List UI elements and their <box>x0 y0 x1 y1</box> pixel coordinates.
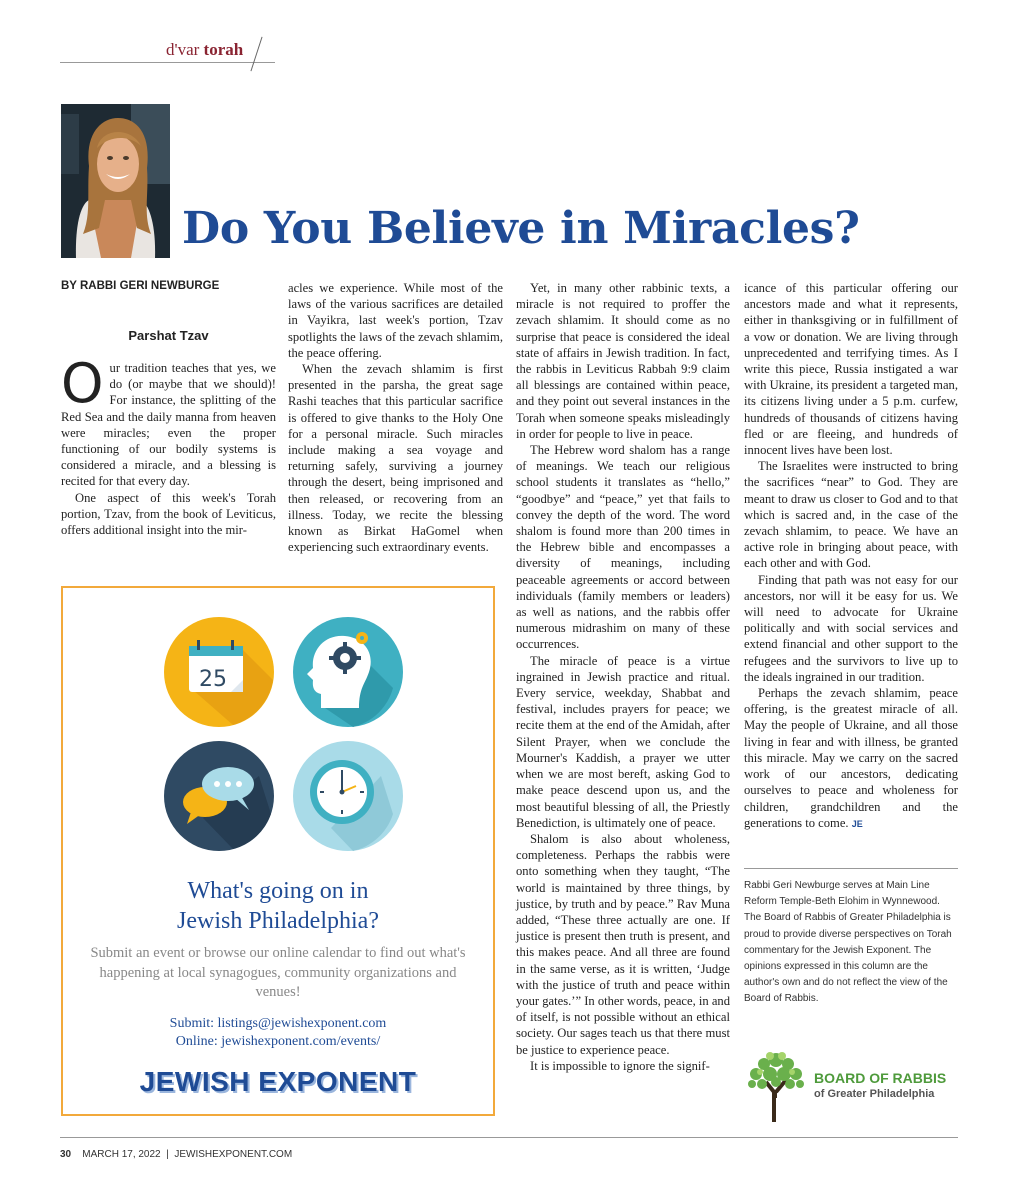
page-footer <box>60 1149 292 1160</box>
paragraph: Finding that path was not easy for our ancestors, nor will it be easy for us. We will need to advocate for Ukraine politically and with social services and extend financial and other support to the refugees and the survivors to live up to the ideals ingrained in our tradition. <box>744 572 958 684</box>
headline: Do You Believe in Miracles? <box>182 203 860 254</box>
paragraph: Perhaps the zevach shlamim, peace offering, is the greatest miracle of all. May the people of Ukraine, and all those living in fear and with illness, be granted this miracle. May we carry on the sacred work of our ancestors, dedicating ourselves to peace and wholeness for children, grandchildren and the generations to come. JE <box>744 686 958 830</box>
author-bio: Rabbi Geri Newburge serves at Main Line Reform Temple-Beth Elohim in Wynnewood. The Board of Rabbis of Greater Philadelphia is proud to provide diverse perspectives on Torah commentary for the Jewish Exponent. The opinions expressed in this column are the author's own and do not reflect the view of the Board of Rabbis. <box>744 880 952 1005</box>
footer-divider <box>60 1137 958 1138</box>
ad-submit-link[interactable]: Submit: listings@jewishexponent.com <box>169 1016 387 1031</box>
ad-body: Submit an event or browse our online calendar to find out what's happening at local synagogues, community organizations and venues! <box>90 945 466 1000</box>
site-url: JEWISHEXPONENT.COM <box>174 1149 293 1160</box>
paragraph: Shalom is also about wholeness, completeness. Perhaps the rabbis were onto something when they taught, “The world is maintained by three things, by justice, by truth and by peace.” Rav Muna added, “These three actually are one. If justice is present then truth is present, and this makes peace. And all three are found in the same verse, as it is written, ‘Judge with the justice of truth and peace within your gates.’” In other words, peace, in and of itself, is not possible without an ethical society. Our sages teach us that there must be justice to experience peace. <box>516 831 731 1057</box>
issue-date: MARCH 17, 2022 <box>82 1149 161 1160</box>
paragraph: One aspect of this week's Torah portion, Tzav, from the book of Leviticus, offers additional insight into the mir- <box>61 490 276 538</box>
article-column-2 <box>288 280 503 555</box>
author-photo <box>61 104 170 258</box>
paragraph: The Hebrew word shalom has a range of meanings. We teach our religious school students it translates as “hello,” “goodbye” and “peace,” yet that fails to convey the depth of the word. The word shalom is found more than 200 times in the Hebrew bible and encompasses a diversity of meanings, including peaceable agreements or accord between individuals (family members or leaders) as well as nations, and the rabbis offer numerous midrashim on many of these occurrences. <box>516 443 730 652</box>
board-logo-subtitle: of Greater Philadelphia <box>814 1088 935 1100</box>
ad-online-link[interactable]: Online: jewishexponent.com/events/ <box>175 1034 381 1049</box>
drop-cap: O <box>61 352 104 415</box>
paragraph: acles we experience. While most of the laws of the various sacrifices are detailed in Vayikra, last week's portion, Tzav spotlights the laws of the zevach shlamim, the peace offering. <box>288 281 503 360</box>
article-column-4 <box>744 280 958 832</box>
section-label: d'var torah <box>166 40 244 59</box>
article-column-1 <box>61 352 276 538</box>
clock-icon <box>293 741 403 851</box>
tree-icon <box>744 1046 808 1122</box>
paragraph: Yet, in many other rabbinic texts, a miracle is not required to proffer the zevach shlamim. It should come as no surprise that peace is considered the ideal state of affairs in Jewish tradition. In fact, the rabbis in Leviticus Rabbah 9:9 claim all blessings are contained within peace, and they point out several instances in the Torah when someone speaks misleadingly in order for people to live in peace. <box>516 281 730 441</box>
section-tag <box>60 38 275 63</box>
section-slash <box>250 37 262 72</box>
ad-title: What's going on in Jewish Philadelphia? <box>177 878 379 934</box>
board-of-rabbis-logo <box>744 1046 958 1122</box>
byline: BY RABBI GERI NEWBURGE <box>61 280 220 292</box>
bio-divider <box>744 868 958 869</box>
board-logo-title: BOARD OF RABBIS <box>814 1070 947 1086</box>
footer-separator: | <box>166 1149 169 1160</box>
paragraph: icance of this particular offering our ancestors made and what it represents, either in thanksgiving or in fulfillment of a vow or donation. We are living through unprecedented and terrifying times. As I write this piece, Russia instigated a war with Ukraine, its president a targeted man, its citizens living under a 5 p.m. curfew, hundreds of thousands of citizens having fled or are fleeing, and hundreds of innocent lives have been lost. <box>744 281 958 458</box>
paragraph: Our tradition teaches that yes, we do (or maybe that we should)! For instance, the splitting of the Red Sea and the daily manna from heaven were miracles; even the proper functioning of our bodily systems is considered a miracle, and a blessing is recited for that every day. <box>61 352 276 489</box>
calendar-day: 25 <box>199 667 227 692</box>
paragraph: The Israelites were instructed to bring the sacrifices “near” to God. They are meant to draw us closer to God and to that which is sacred and, in the case of the zevach shlamim, to peace. We have an active role in bringing about peace, with each other and with God. <box>744 459 958 571</box>
head-gear-icon <box>293 617 403 727</box>
end-mark: JE <box>851 818 863 829</box>
ad-icons <box>63 588 493 858</box>
paragraph: It is impossible to ignore the signif- <box>530 1058 710 1073</box>
parsha-subhead: Parshat Tzav <box>128 328 209 343</box>
ad-box <box>61 586 495 1116</box>
page-number: 30 <box>60 1149 72 1160</box>
paragraph: When the zevach shlamim is first presented in the parsha, the great sage Rashi teaches that this particular sacrifice is offered to give thanks to the Holy One for a personal miracle. Such miracles include making a sea voyage and returning safely, surviving a journey through the desert, being imprisoned and then released, or recovering from an illness. Today, we recite the blessing known as Birkat HaGomel when experiencing such extraordinary events. <box>288 362 503 555</box>
paragraph: The miracle of peace is a virtue ingrained in Jewish practice and ritual. Every service, weekday, Shabbat and festival, includes prayers for peace; we recite them at the end of the Amidah, after Silent Prayer, when we conclude the Mourner's Kaddish, a prayer we utter when we are most bereft, asking God to make peace descend upon us, and the most beautiful blessing of all, the Priestly Benediction, is ultimately one of peace. <box>516 653 730 830</box>
calendar-icon <box>164 617 274 727</box>
jewish-exponent-logo: JEWISH EXPONENT <box>139 1066 417 1097</box>
article-column-3 <box>516 280 730 1074</box>
chat-bubbles-icon <box>164 741 274 851</box>
